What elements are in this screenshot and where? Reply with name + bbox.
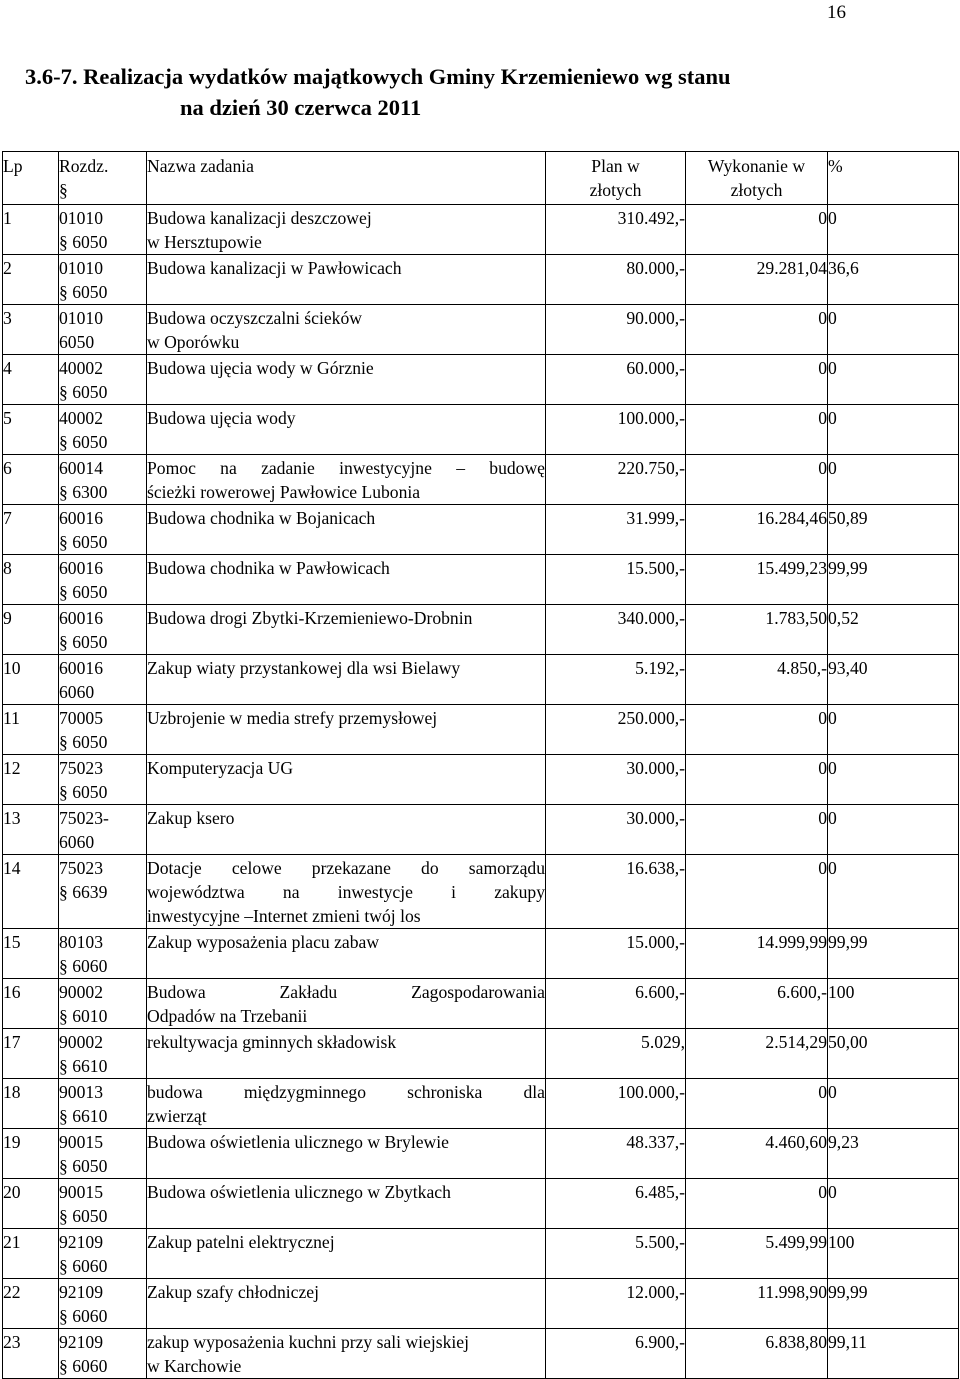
table-row bbox=[3, 755, 959, 805]
cell-rozdz-code: 01010 bbox=[59, 308, 103, 328]
cell-lp: 8 bbox=[3, 555, 59, 605]
table-body bbox=[3, 205, 959, 1379]
cell-plan: 220.750,- bbox=[546, 455, 686, 505]
cell-rozdz-code: 75023- bbox=[59, 808, 109, 828]
cell-task-name bbox=[147, 405, 546, 455]
table-row bbox=[3, 1079, 959, 1129]
cell-paragraph: § 6060 bbox=[59, 1356, 108, 1376]
cell-lp: 3 bbox=[3, 305, 59, 355]
cell-plan: 15.500,- bbox=[546, 555, 686, 605]
cell-percent: 0 bbox=[828, 305, 959, 355]
cell-plan: 12.000,- bbox=[546, 1279, 686, 1329]
cell-percent: 93,40 bbox=[828, 655, 959, 705]
table-row bbox=[3, 305, 959, 355]
cell-paragraph: 6060 bbox=[59, 682, 95, 702]
cell-lp: 10 bbox=[3, 655, 59, 705]
cell-execution: 0 bbox=[686, 1179, 828, 1229]
cell-rozdz-code: 60016 bbox=[59, 608, 103, 628]
cell-rozdz-code: 75023 bbox=[59, 758, 103, 778]
cell-lp: 23 bbox=[3, 1329, 59, 1379]
cell-percent: 99,99 bbox=[828, 555, 959, 605]
cell-paragraph: § 6050 bbox=[59, 732, 108, 752]
table-row bbox=[3, 929, 959, 979]
cell-rozdz bbox=[59, 405, 147, 455]
cell-lp: 11 bbox=[3, 705, 59, 755]
cell-execution: 0 bbox=[686, 1079, 828, 1129]
cell-lp: 5 bbox=[3, 405, 59, 455]
cell-paragraph: § 6610 bbox=[59, 1056, 108, 1076]
cell-paragraph: § 6010 bbox=[59, 1006, 108, 1026]
cell-rozdz bbox=[59, 1029, 147, 1079]
cell-task-name-line: Budowa drogi Zbytki-Krzemieniewo-Drobnin bbox=[147, 608, 473, 628]
cell-lp: 2 bbox=[3, 255, 59, 305]
cell-plan: 310.492,- bbox=[546, 205, 686, 255]
cell-rozdz-code: 01010 bbox=[59, 208, 103, 228]
cell-task-name-line: Zakup szafy chłodniczej bbox=[147, 1282, 319, 1302]
cell-task-name-line: zwierząt bbox=[147, 1106, 207, 1126]
cell-rozdz-code: 80103 bbox=[59, 932, 103, 952]
cell-task-name-line: rekultywacja gminnych składowisk bbox=[147, 1032, 397, 1052]
header-rozdz bbox=[59, 152, 147, 205]
cell-lp: 19 bbox=[3, 1129, 59, 1179]
cell-task-name bbox=[147, 1029, 546, 1079]
cell-plan: 100.000,- bbox=[546, 405, 686, 455]
header-plan-line2: złotych bbox=[589, 180, 642, 200]
cell-rozdz-code: 60016 bbox=[59, 658, 103, 678]
cell-task-name bbox=[147, 1079, 546, 1129]
header-rozdz-line2: § bbox=[59, 180, 68, 200]
cell-execution: 0 bbox=[686, 705, 828, 755]
cell-percent: 0 bbox=[828, 705, 959, 755]
cell-paragraph: § 6300 bbox=[59, 482, 108, 502]
cell-percent: 0 bbox=[828, 805, 959, 855]
cell-rozdz-code: 90002 bbox=[59, 1032, 103, 1052]
cell-rozdz bbox=[59, 1229, 147, 1279]
capital-expenditure-table bbox=[2, 151, 959, 1379]
cell-plan: 6.900,- bbox=[546, 1329, 686, 1379]
cell-execution: 0 bbox=[686, 205, 828, 255]
cell-task-name bbox=[147, 555, 546, 605]
cell-percent: 0 bbox=[828, 405, 959, 455]
cell-paragraph: § 6050 bbox=[59, 1206, 108, 1226]
cell-plan: 30.000,- bbox=[546, 805, 686, 855]
cell-plan: 5.500,- bbox=[546, 1229, 686, 1279]
cell-percent: 99,99 bbox=[828, 1279, 959, 1329]
cell-execution: 0 bbox=[686, 805, 828, 855]
cell-rozdz bbox=[59, 1129, 147, 1179]
cell-task-name-line: w Oporówku bbox=[147, 332, 240, 352]
cell-rozdz-code: 60016 bbox=[59, 508, 103, 528]
cell-execution: 1.783,50 bbox=[686, 605, 828, 655]
header-plan bbox=[546, 152, 686, 205]
header-execution-line1: Wykonanie w bbox=[707, 156, 806, 176]
cell-task-name bbox=[147, 855, 546, 929]
cell-task-name bbox=[147, 305, 546, 355]
cell-rozdz bbox=[59, 755, 147, 805]
cell-execution: 5.499,99 bbox=[686, 1229, 828, 1279]
header-percent: % bbox=[828, 152, 959, 205]
cell-rozdz bbox=[59, 255, 147, 305]
cell-lp: 21 bbox=[3, 1229, 59, 1279]
table-header-row bbox=[3, 152, 959, 205]
cell-rozdz-code: 90015 bbox=[59, 1182, 103, 1202]
table-row bbox=[3, 255, 959, 305]
cell-paragraph: § 6060 bbox=[59, 1256, 108, 1276]
cell-percent: 0 bbox=[828, 455, 959, 505]
cell-rozdz-code: 92109 bbox=[59, 1332, 103, 1352]
cell-task-name-line: Dotacje celowe przekazane do samorządu bbox=[147, 858, 545, 878]
header-plan-line1: Plan w bbox=[591, 156, 640, 176]
cell-percent: 100 bbox=[828, 979, 959, 1029]
cell-task-name bbox=[147, 355, 546, 405]
cell-task-name bbox=[147, 755, 546, 805]
cell-plan: 340.000,- bbox=[546, 605, 686, 655]
cell-task-name bbox=[147, 1129, 546, 1179]
cell-lp: 4 bbox=[3, 355, 59, 405]
cell-task-name-line: Budowa kanalizacji deszczowej bbox=[147, 208, 372, 228]
cell-plan: 90.000,- bbox=[546, 305, 686, 355]
cell-paragraph: § 6050 bbox=[59, 432, 108, 452]
cell-task-name-line: Budowa ujęcia wody w Górznie bbox=[147, 358, 374, 378]
cell-paragraph: § 6050 bbox=[59, 782, 108, 802]
cell-task-name bbox=[147, 1229, 546, 1279]
cell-task-name bbox=[147, 1179, 546, 1229]
cell-percent: 0 bbox=[828, 755, 959, 805]
cell-rozdz bbox=[59, 305, 147, 355]
cell-percent: 0 bbox=[828, 1179, 959, 1229]
cell-plan: 15.000,- bbox=[546, 929, 686, 979]
cell-task-name-line: Budowa oczyszczalni ścieków bbox=[147, 308, 362, 328]
cell-rozdz-code: 92109 bbox=[59, 1232, 103, 1252]
cell-plan: 48.337,- bbox=[546, 1129, 686, 1179]
table-row bbox=[3, 455, 959, 505]
cell-paragraph: § 6050 bbox=[59, 532, 108, 552]
cell-rozdz bbox=[59, 655, 147, 705]
cell-lp: 9 bbox=[3, 605, 59, 655]
cell-task-name-line: województwa na inwestycje i zakupy bbox=[147, 882, 545, 902]
cell-lp: 17 bbox=[3, 1029, 59, 1079]
cell-rozdz-code: 90013 bbox=[59, 1082, 103, 1102]
header-rozdz-line1: Rozdz. bbox=[59, 156, 109, 176]
cell-task-name-line: w Karchowie bbox=[147, 1356, 242, 1376]
cell-rozdz-code: 60016 bbox=[59, 558, 103, 578]
table-row bbox=[3, 205, 959, 255]
cell-task-name-line: Budowa kanalizacji w Pawłowicach bbox=[147, 258, 402, 278]
cell-rozdz-code: 40002 bbox=[59, 358, 103, 378]
cell-rozdz bbox=[59, 505, 147, 555]
cell-lp: 7 bbox=[3, 505, 59, 555]
cell-paragraph: § 6050 bbox=[59, 1156, 108, 1176]
cell-task-name-line: Komputeryzacja UG bbox=[147, 758, 294, 778]
cell-lp: 15 bbox=[3, 929, 59, 979]
cell-task-name-line: Budowa ujęcia wody bbox=[147, 408, 296, 428]
cell-paragraph: § 6050 bbox=[59, 282, 108, 302]
cell-plan: 5.192,- bbox=[546, 655, 686, 705]
cell-rozdz bbox=[59, 979, 147, 1029]
cell-percent: 0 bbox=[828, 205, 959, 255]
cell-execution: 2.514,29 bbox=[686, 1029, 828, 1079]
cell-paragraph: § 6610 bbox=[59, 1106, 108, 1126]
cell-execution: 4.850,- bbox=[686, 655, 828, 705]
cell-paragraph: § 6060 bbox=[59, 1306, 108, 1326]
cell-plan: 80.000,- bbox=[546, 255, 686, 305]
cell-rozdz bbox=[59, 555, 147, 605]
cell-execution: 14.999,99 bbox=[686, 929, 828, 979]
cell-percent: 99,11 bbox=[828, 1329, 959, 1379]
cell-lp: 14 bbox=[3, 855, 59, 929]
cell-task-name-line: Zakup wiaty przystankowej dla wsi Bielawy bbox=[147, 658, 461, 678]
cell-task-name-line: budowa międzygminnego schroniska dla bbox=[147, 1082, 545, 1102]
table-row bbox=[3, 605, 959, 655]
cell-task-name bbox=[147, 605, 546, 655]
cell-execution: 16.284,46 bbox=[686, 505, 828, 555]
table-row bbox=[3, 1179, 959, 1229]
cell-execution: 29.281,04 bbox=[686, 255, 828, 305]
cell-rozdz bbox=[59, 1079, 147, 1129]
cell-rozdz-code: 40002 bbox=[59, 408, 103, 428]
cell-plan: 100.000,- bbox=[546, 1079, 686, 1129]
cell-paragraph: § 6050 bbox=[59, 632, 108, 652]
cell-task-name bbox=[147, 979, 546, 1029]
cell-rozdz bbox=[59, 805, 147, 855]
cell-rozdz bbox=[59, 1279, 147, 1329]
cell-percent: 0 bbox=[828, 355, 959, 405]
cell-rozdz bbox=[59, 1179, 147, 1229]
table-row bbox=[3, 1329, 959, 1379]
table-row bbox=[3, 505, 959, 555]
cell-rozdz-code: 90002 bbox=[59, 982, 103, 1002]
cell-rozdz bbox=[59, 855, 147, 929]
cell-lp: 20 bbox=[3, 1179, 59, 1229]
cell-execution: 15.499,23 bbox=[686, 555, 828, 605]
table-row bbox=[3, 1129, 959, 1179]
cell-lp: 18 bbox=[3, 1079, 59, 1129]
cell-percent: 0 bbox=[828, 855, 959, 929]
cell-task-name-line: Zakup wyposażenia placu zabaw bbox=[147, 932, 380, 952]
cell-rozdz bbox=[59, 205, 147, 255]
cell-rozdz bbox=[59, 1329, 147, 1379]
cell-lp: 13 bbox=[3, 805, 59, 855]
cell-execution: 6.838,80 bbox=[686, 1329, 828, 1379]
cell-lp: 12 bbox=[3, 755, 59, 805]
cell-task-name bbox=[147, 205, 546, 255]
table-row bbox=[3, 855, 959, 929]
cell-task-name bbox=[147, 255, 546, 305]
cell-percent: 0,52 bbox=[828, 605, 959, 655]
cell-rozdz-code: 75023 bbox=[59, 858, 103, 878]
cell-percent: 9,23 bbox=[828, 1129, 959, 1179]
table-row bbox=[3, 1279, 959, 1329]
cell-task-name-line: w Hersztupowie bbox=[147, 232, 262, 252]
table-row bbox=[3, 655, 959, 705]
table-row bbox=[3, 979, 959, 1029]
table-row bbox=[3, 405, 959, 455]
cell-task-name-line: Budowa oświetlenia ulicznego w Brylewie bbox=[147, 1132, 449, 1152]
cell-task-name-line: Budowa chodnika w Pawłowicach bbox=[147, 558, 390, 578]
cell-execution: 0 bbox=[686, 455, 828, 505]
cell-execution: 6.600,- bbox=[686, 979, 828, 1029]
cell-task-name-line: Zakup ksero bbox=[147, 808, 235, 828]
cell-rozdz-code: 92109 bbox=[59, 1282, 103, 1302]
cell-plan: 16.638,- bbox=[546, 855, 686, 929]
cell-execution: 0 bbox=[686, 355, 828, 405]
cell-paragraph: 6050 bbox=[59, 332, 95, 352]
cell-lp: 16 bbox=[3, 979, 59, 1029]
cell-task-name-line: Odpadów na Trzebanii bbox=[147, 1006, 308, 1026]
header-lp: Lp bbox=[3, 152, 59, 205]
cell-rozdz bbox=[59, 355, 147, 405]
cell-execution: 0 bbox=[686, 305, 828, 355]
table-row bbox=[3, 355, 959, 405]
cell-execution: 0 bbox=[686, 405, 828, 455]
cell-task-name-line: inwestycyjne –Internet zmieni twój los bbox=[147, 906, 421, 926]
table-row bbox=[3, 1229, 959, 1279]
cell-rozdz-code: 90015 bbox=[59, 1132, 103, 1152]
cell-lp: 1 bbox=[3, 205, 59, 255]
cell-percent: 0 bbox=[828, 1079, 959, 1129]
table-row bbox=[3, 705, 959, 755]
cell-task-name bbox=[147, 1329, 546, 1379]
cell-paragraph: § 6050 bbox=[59, 232, 108, 252]
table-row bbox=[3, 555, 959, 605]
cell-plan: 6.485,- bbox=[546, 1179, 686, 1229]
cell-task-name-line: zakup wyposażenia kuchni przy sali wiejskiej bbox=[147, 1332, 469, 1352]
cell-task-name-line: Budowa oświetlenia ulicznego w Zbytkach bbox=[147, 1182, 451, 1202]
cell-rozdz-code: 60014 bbox=[59, 458, 103, 478]
cell-paragraph: 6060 bbox=[59, 832, 95, 852]
cell-execution: 0 bbox=[686, 855, 828, 929]
cell-task-name bbox=[147, 705, 546, 755]
cell-paragraph: § 6639 bbox=[59, 882, 108, 902]
cell-lp: 6 bbox=[3, 455, 59, 505]
cell-task-name bbox=[147, 655, 546, 705]
cell-task-name-line: Pomoc na zadanie inwestycyjne – budowę bbox=[147, 458, 545, 478]
cell-task-name bbox=[147, 805, 546, 855]
cell-plan: 31.999,- bbox=[546, 505, 686, 555]
cell-rozdz bbox=[59, 605, 147, 655]
cell-plan: 5.029, bbox=[546, 1029, 686, 1079]
header-task-name: Nazwa zadania bbox=[147, 152, 546, 205]
cell-execution: 4.460,60 bbox=[686, 1129, 828, 1179]
cell-execution: 0 bbox=[686, 755, 828, 805]
cell-percent: 36,6 bbox=[828, 255, 959, 305]
cell-paragraph: § 6050 bbox=[59, 582, 108, 602]
header-execution bbox=[686, 152, 828, 205]
cell-percent: 50,89 bbox=[828, 505, 959, 555]
table-row bbox=[3, 1029, 959, 1079]
cell-task-name-line: Budowa chodnika w Bojanicach bbox=[147, 508, 376, 528]
cell-rozdz bbox=[59, 705, 147, 755]
cell-task-name-line: Zakup patelni elektrycznej bbox=[147, 1232, 335, 1252]
cell-paragraph: § 6060 bbox=[59, 956, 108, 976]
cell-task-name-line: Budowa Zakładu Zagospodarowania bbox=[147, 982, 545, 1002]
cell-paragraph: § 6050 bbox=[59, 382, 108, 402]
cell-plan: 250.000,- bbox=[546, 705, 686, 755]
cell-task-name-line: Uzbrojenie w media strefy przemysłowej bbox=[147, 708, 438, 728]
table-row bbox=[3, 805, 959, 855]
cell-rozdz bbox=[59, 455, 147, 505]
cell-execution: 11.998,90 bbox=[686, 1279, 828, 1329]
cell-task-name bbox=[147, 505, 546, 555]
document-title-date: na dzień 30 czerwca 2011 bbox=[180, 95, 422, 120]
document-title: 3.6-7. Realizacja wydatków majątkowych Gminy Krzemieniewo wg stanu bbox=[25, 64, 731, 89]
cell-lp: 22 bbox=[3, 1279, 59, 1329]
cell-task-name-line: ścieżki rowerowej Pawłowice Lubonia bbox=[147, 482, 421, 502]
cell-plan: 30.000,- bbox=[546, 755, 686, 805]
cell-task-name bbox=[147, 455, 546, 505]
cell-rozdz bbox=[59, 929, 147, 979]
cell-task-name bbox=[147, 929, 546, 979]
header-execution-line2: złotych bbox=[730, 180, 783, 200]
cell-rozdz-code: 01010 bbox=[59, 258, 103, 278]
page-number: 16 bbox=[827, 2, 846, 23]
cell-task-name bbox=[147, 1279, 546, 1329]
cell-percent: 99,99 bbox=[828, 929, 959, 979]
cell-rozdz-code: 70005 bbox=[59, 708, 103, 728]
cell-percent: 100 bbox=[828, 1229, 959, 1279]
cell-plan: 60.000,- bbox=[546, 355, 686, 405]
cell-percent: 50,00 bbox=[828, 1029, 959, 1079]
cell-plan: 6.600,- bbox=[546, 979, 686, 1029]
